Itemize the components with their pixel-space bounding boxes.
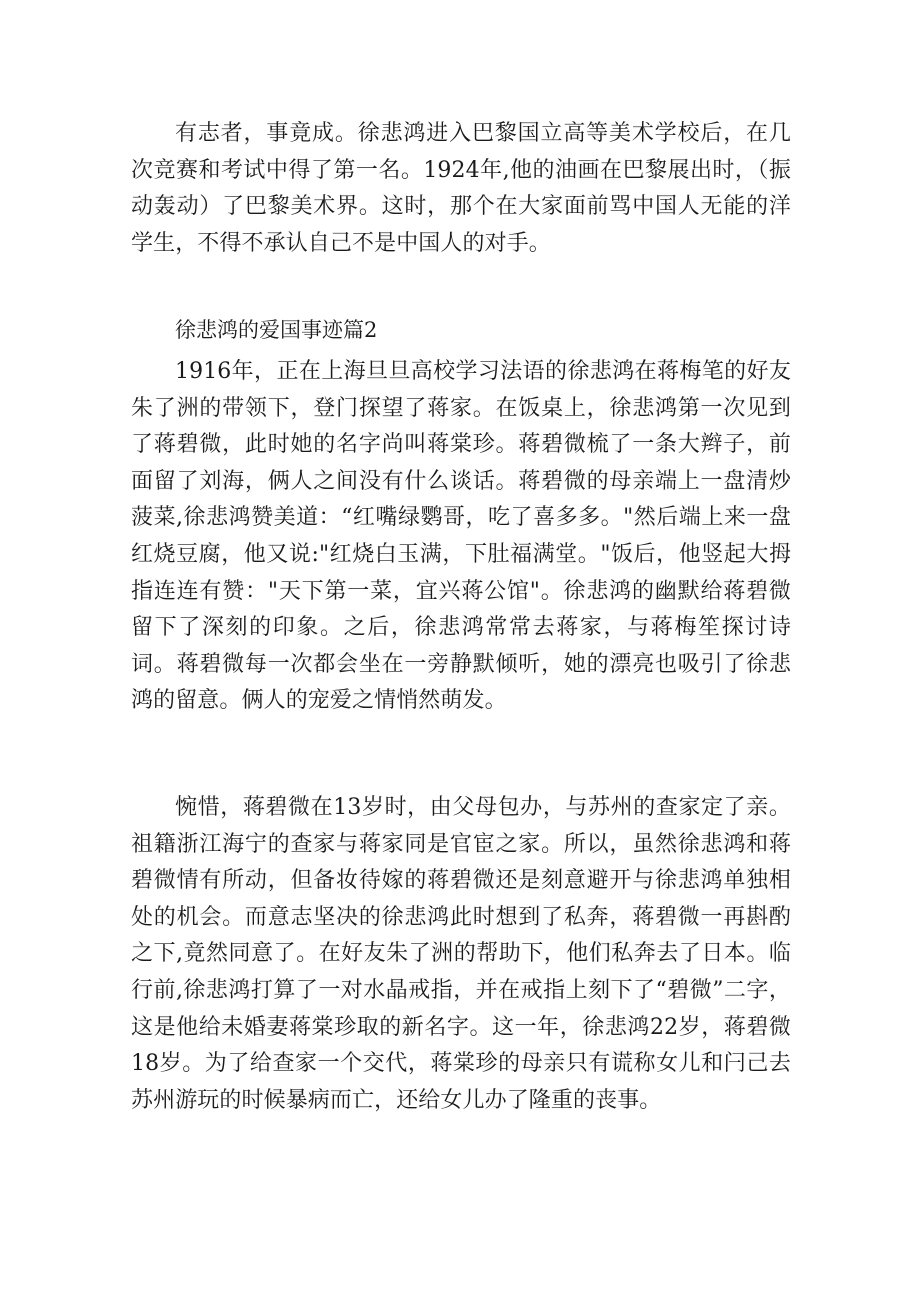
paragraph-1: 有志者，事竟成。徐悲鸿进入巴黎国立高等美术学校后，在几次竞赛和考试中得了第一名。1924年,他的油画在巴黎展出时，（振动轰动）了巴黎美术界。这时，那个在大家面前骂中国人无能的洋学生，不得不承认自己不是中国人的对手。 [131, 121, 791, 256]
paragraph-2: 1916年，正在上海旦旦高校学习法语的徐悲鸿在蒋梅笔的好友朱了洲的带领下，登门探望了蒋家。在饭桌上，徐悲鸿第一次见到了蒋碧微，此时她的名字尚叫蒋棠珍。蒋碧微梳了一条大辫子，前面留了刘海，俩人之间没有什么谈话。蒋碧微的母亲端上一盘清炒菠菜,徐悲鸿赞美道：“红嘴绿鹦哥，吃了喜多多。"然后端上来一盘红烧豆腐，他又说:"红烧白玉满，下肚福满堂。"饭后，他竖起大拇指连连有赞："天下第一菜，宜兴蒋公馆"。徐悲鸿的幽默给蒋碧微留下了深刻的印象。之后，徐悲鸿常常去蒋家，与蒋梅笙探讨诗词。蒋碧微每一次都会坐在一旁静默倾听，她的漂亮也吸引了徐悲鸿的留意。俩人的宠爱之情悄然萌发。 [131, 359, 791, 714]
paragraph-3: 惋惜，蒋碧微在13岁时，由父母包办，与苏州的查家定了亲。祖籍浙江海宁的查家与蒋家同是官宦之家。所以，虽然徐悲鸿和蒋碧微情有所动，但备妆待嫁的蒋碧微还是刻意避开与徐悲鸿单独相处的机会。而意志坚决的徐悲鸿此时想到了私奔，蒋碧微一再斟酌之下,竟然同意了。在好友朱了洲的帮助下，他们私奔去了日本。临行前,徐悲鸿打算了一对水晶戒指，并在戒指上刻下了“碧微”二字，这是他给未婚妻蒋棠珍取的新名字。这一年，徐悲鸿22岁，蒋碧微18岁。为了给查家一个交代，蒋棠珍的母亲只有谎称女儿和闩己去苏州游玩的时候暴病而亡，还给女儿办了隆重的丧事。 [131, 795, 791, 1113]
section-heading: 徐悲鸿的爱国事迹篇2 [175, 318, 378, 342]
